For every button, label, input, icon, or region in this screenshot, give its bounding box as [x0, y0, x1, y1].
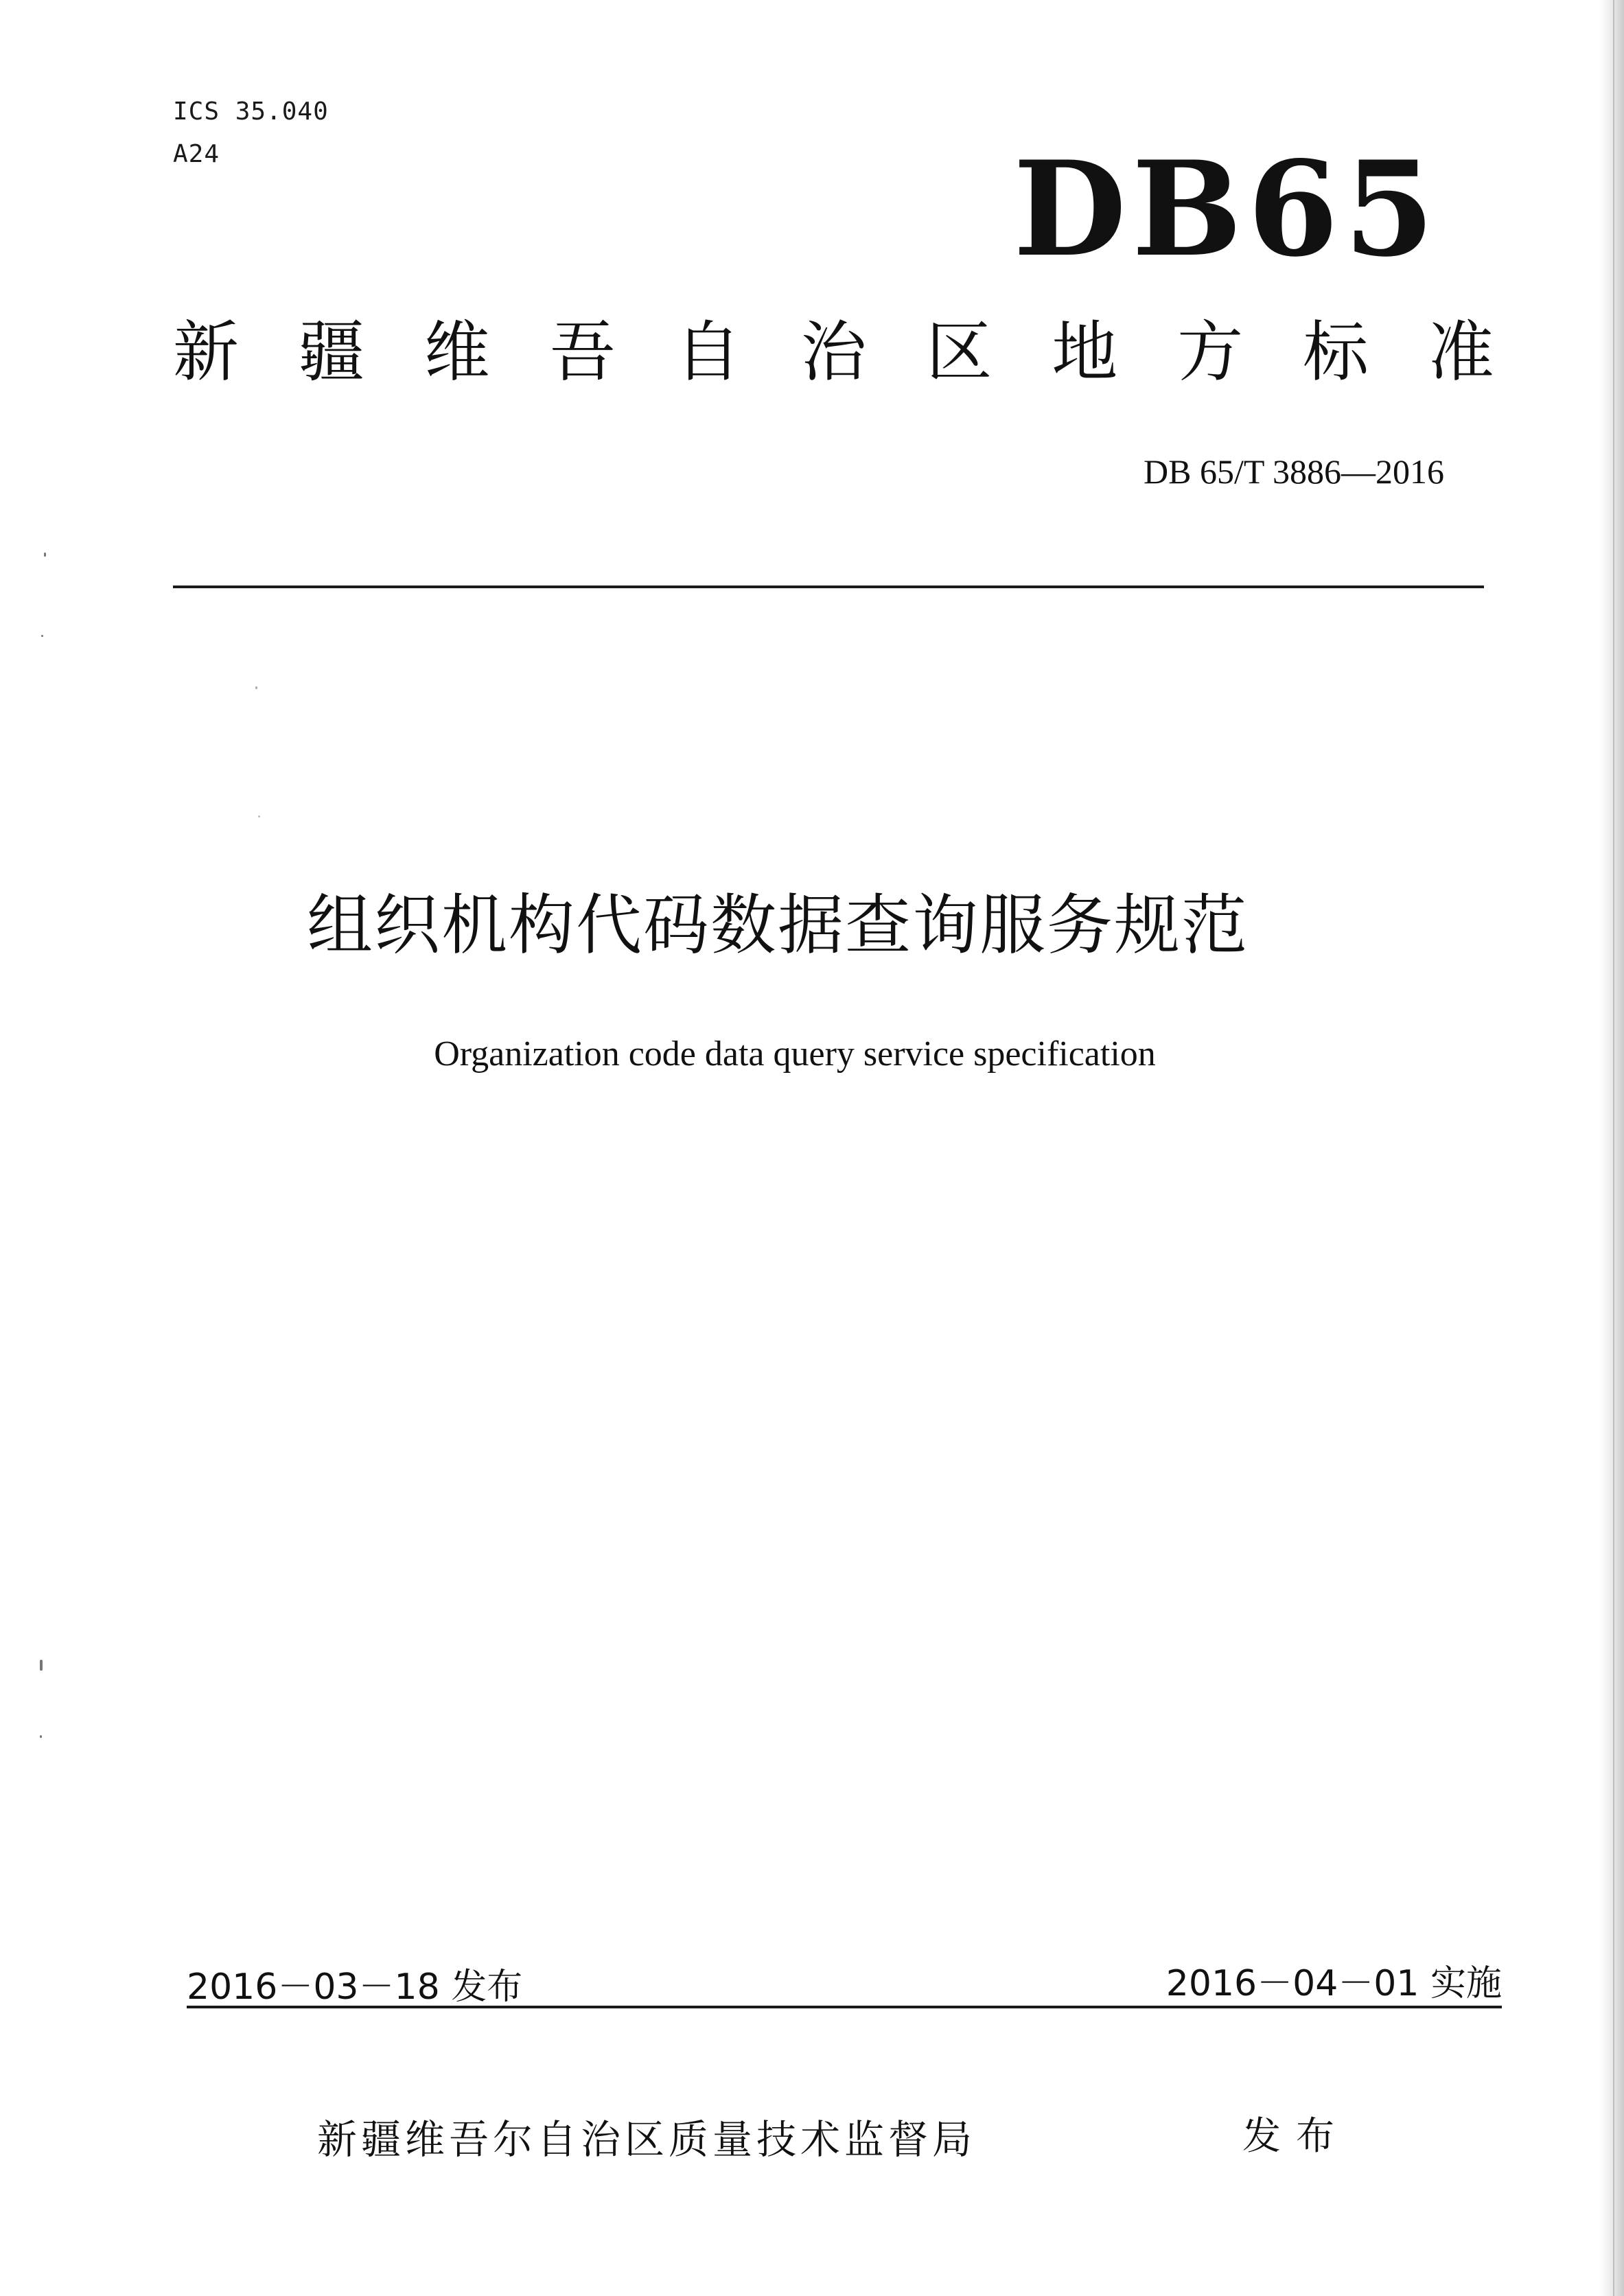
issuing-action: 发布 [1242, 2114, 1349, 2159]
issue-date: 2016－03－18 发布 [187, 1967, 523, 2008]
ics-code: ICS 35.040 [173, 97, 329, 126]
footer-divider [187, 2006, 1502, 2008]
standard-type-char: 标 [1303, 314, 1369, 391]
standard-type-char: 地 [1052, 314, 1118, 391]
scan-speck [40, 1735, 42, 1738]
scan-speck [258, 815, 260, 817]
scan-speck [44, 553, 46, 557]
scan-edge-shadow [1599, 0, 1624, 2296]
standard-type-char: 治 [800, 314, 867, 391]
implementation-date: 2016－04－01 实施 [1165, 1963, 1502, 2004]
scan-speck [40, 1660, 43, 1671]
standard-type-char: 方 [1177, 314, 1244, 391]
standard-type-char: 自 [675, 314, 741, 391]
ccs-code: A24 [173, 140, 220, 168]
standard-type-char: 疆 [298, 314, 364, 391]
issuing-authority: 新疆维吾尔自治区质量技术监督局 [317, 2116, 977, 2163]
standard-type-char: 准 [1428, 314, 1494, 391]
document-title-zh: 组织机构代码数据查询服务规范 [307, 887, 1249, 964]
standard-type-heading [173, 314, 1494, 391]
standard-mark: DB65 [1013, 132, 1440, 286]
standard-type-char: 吾 [549, 314, 616, 391]
standard-number: DB 65/T 3886—2016 [1144, 452, 1444, 491]
scan-edge-line [1613, 0, 1614, 2296]
header-divider [173, 585, 1484, 588]
standard-type-char: 新 [173, 314, 239, 391]
standard-type-char: 区 [926, 314, 993, 391]
document-title-en: Organization code data query service specification [434, 1034, 1156, 1074]
scan-speck [41, 635, 43, 637]
scan-speck [255, 686, 257, 689]
standard-type-char: 维 [424, 314, 490, 391]
